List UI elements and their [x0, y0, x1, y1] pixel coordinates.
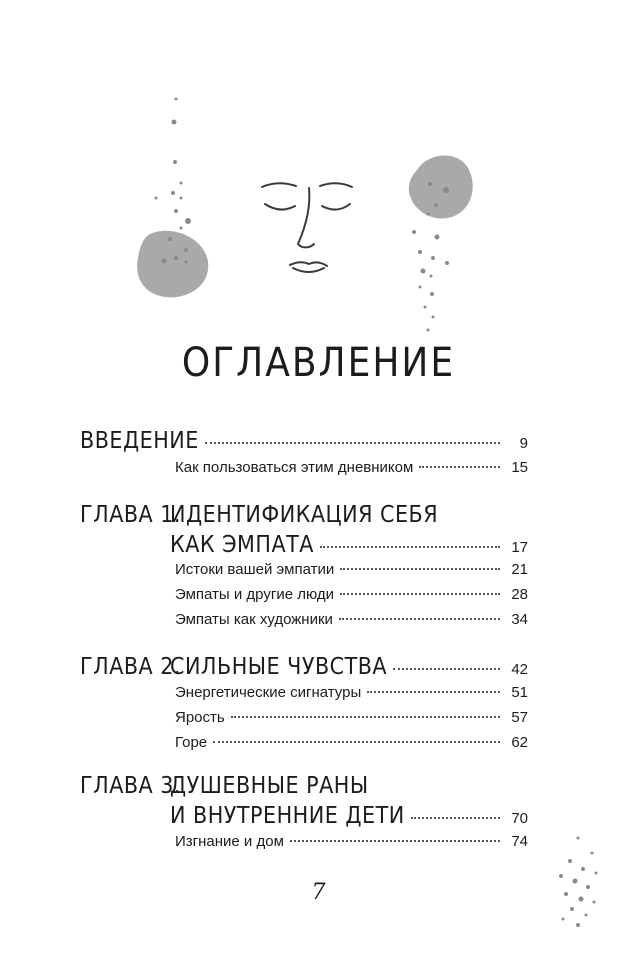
page-ref: 70 — [511, 810, 528, 827]
leader-dots — [411, 817, 500, 819]
leader-dots — [339, 618, 500, 620]
leader-dots — [231, 716, 500, 718]
face-line-drawing-icon — [262, 183, 352, 272]
toc-section — [175, 709, 528, 726]
toc-section — [175, 459, 528, 476]
page-ref: 74 — [511, 833, 528, 850]
left-blob-icon — [137, 231, 208, 298]
chapter-title-line1: ИДЕНТИФИКАЦИЯ СЕБЯ — [170, 502, 439, 528]
page-ref: 51 — [511, 684, 528, 701]
leader-dots — [340, 568, 500, 570]
section-title: Энергетические сигнатуры — [175, 684, 362, 701]
toc-section — [175, 561, 528, 578]
chapter-label: ВВЕДЕНИЕ — [80, 428, 199, 454]
page-ref: 62 — [511, 734, 528, 751]
section-title: Горе — [175, 734, 208, 751]
leader-dots — [320, 546, 500, 548]
toc-chapter-1-cont — [170, 532, 528, 558]
toc-chapter-2 — [80, 654, 528, 680]
leader-dots — [205, 442, 500, 444]
section-title: Эмпаты как художники — [175, 611, 333, 628]
toc-chapter-3 — [80, 773, 528, 799]
chapter-title-line2: И ВНУТРЕННИЕ ДЕТИ — [170, 803, 405, 829]
chapter-title-line1: ДУШЕВНЫЕ РАНЫ — [170, 773, 369, 799]
toc-section — [175, 684, 528, 701]
page-number: 7 — [311, 880, 326, 905]
chapter-label: ГЛАВА 3. — [80, 773, 181, 799]
page-ref: 34 — [511, 611, 528, 628]
section-title: Изгнание и дом — [175, 833, 284, 850]
page-ref: 15 — [511, 459, 528, 476]
chapter-label: ГЛАВА 2. — [80, 654, 181, 680]
leader-dots — [419, 466, 500, 468]
right-blob-icon — [409, 155, 473, 218]
section-title: Эмпаты и другие люди — [175, 586, 335, 603]
page-ref: 9 — [519, 435, 528, 452]
section-title: Ярость — [175, 709, 225, 726]
leader-dots — [367, 691, 500, 693]
toc-chapter-1 — [80, 502, 528, 528]
toc-section — [175, 734, 528, 751]
page-ref: 42 — [511, 661, 528, 678]
page-ref: 57 — [511, 709, 528, 726]
toc-chapter-3-cont — [170, 803, 528, 829]
page-ref: 17 — [511, 539, 528, 556]
page-ref: 21 — [511, 561, 528, 578]
page-title: ОГЛАВЛЕНИЕ — [181, 340, 456, 386]
toc-section — [175, 586, 528, 603]
chapter-label: ГЛАВА 1. — [80, 502, 181, 528]
section-title: Истоки вашей эмпатии — [175, 561, 335, 578]
toc-chapter-intro — [80, 428, 528, 454]
section-title: Как пользоваться этим дневником — [175, 459, 414, 476]
toc-section — [175, 611, 528, 628]
leader-dots — [340, 593, 500, 595]
leader-dots — [213, 741, 500, 743]
page-ref: 28 — [511, 586, 528, 603]
leader-dots — [393, 668, 500, 670]
leader-dots — [290, 840, 500, 842]
chapter-title: СИЛЬНЫЕ ЧУВСТВА — [170, 654, 388, 680]
chapter-title-line2: КАК ЭМПАТА — [170, 532, 314, 558]
toc-section — [175, 833, 528, 850]
